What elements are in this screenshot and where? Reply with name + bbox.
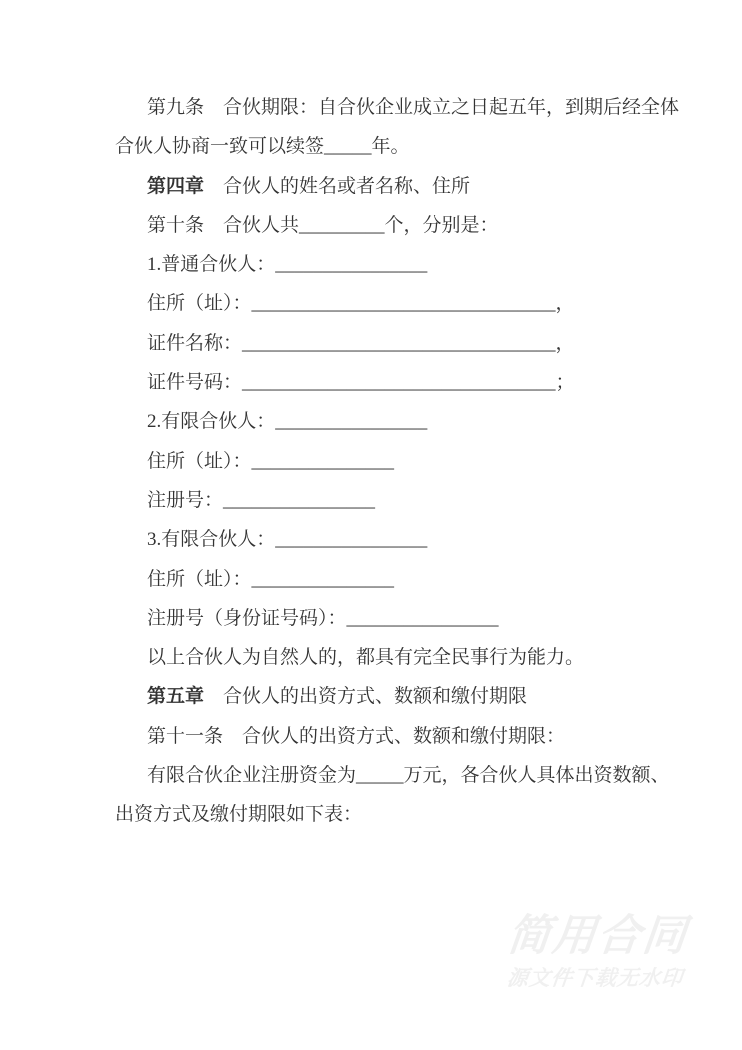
document-line <box>115 520 725 559</box>
document-line <box>115 717 725 756</box>
line-text: 有限合伙企业注册资金为_____万元，各合伙人具体出资数额、 <box>147 765 670 787</box>
document-line <box>115 88 725 127</box>
line-text: 合伙人的出资方式、数额和缴付期限 <box>204 686 528 708</box>
line-text: 证件号码：_________________________________； <box>147 372 575 394</box>
chapter-label: 第五章 <box>147 686 205 708</box>
document-line <box>115 402 725 441</box>
line-text: 1.普通合伙人：________________ <box>147 254 428 276</box>
document-body <box>115 88 725 835</box>
line-text: 合伙人协商一致可以续签_____年。 <box>115 136 410 158</box>
line-text: 2.有限合伙人：________________ <box>147 411 428 433</box>
document-line <box>115 284 725 323</box>
chapter-heading <box>115 167 725 206</box>
line-text: 合伙人的姓名或者名称、住所 <box>204 175 471 197</box>
document-line <box>115 206 725 245</box>
line-text: 住所（址）：_______________ <box>147 450 395 472</box>
watermark-title: 简用合同 <box>505 912 691 960</box>
line-text: 注册号（身份证号码）：________________ <box>147 607 499 629</box>
line-text: 以上合伙人为自然人的，都具有完全民事行为能力。 <box>147 647 585 669</box>
line-text: 住所（址）：_______________ <box>147 568 395 590</box>
line-text: 第十一条 合伙人的出资方式、数额和缴付期限： <box>147 725 566 747</box>
line-text: 证件名称：_________________________________， <box>147 332 575 354</box>
line-text: 第十条 合伙人共_________个，分别是： <box>147 214 499 236</box>
document-line <box>115 560 725 599</box>
document-line <box>115 795 725 834</box>
document-line <box>115 245 725 284</box>
line-text: 3.有限合伙人：________________ <box>147 529 428 551</box>
watermark-subtitle: 源文件下载无水印 <box>505 967 685 990</box>
document-line <box>115 599 725 638</box>
document-line <box>115 481 725 520</box>
line-text: 住所（址）：________________________________， <box>147 293 575 315</box>
document-line <box>115 442 725 481</box>
document-line <box>115 324 725 363</box>
document-line <box>115 363 725 402</box>
document-line <box>115 638 725 677</box>
document-line <box>115 756 725 795</box>
document-line <box>115 127 725 166</box>
line-text: 注册号：________________ <box>147 489 376 511</box>
chapter-heading <box>115 677 725 716</box>
line-text: 第九条 合伙期限：自合伙企业成立之日起五年，到期后经全体 <box>147 97 680 118</box>
line-text: 出资方式及缴付期限如下表： <box>115 804 363 826</box>
chapter-label: 第四章 <box>147 175 205 197</box>
watermark <box>502 910 691 992</box>
